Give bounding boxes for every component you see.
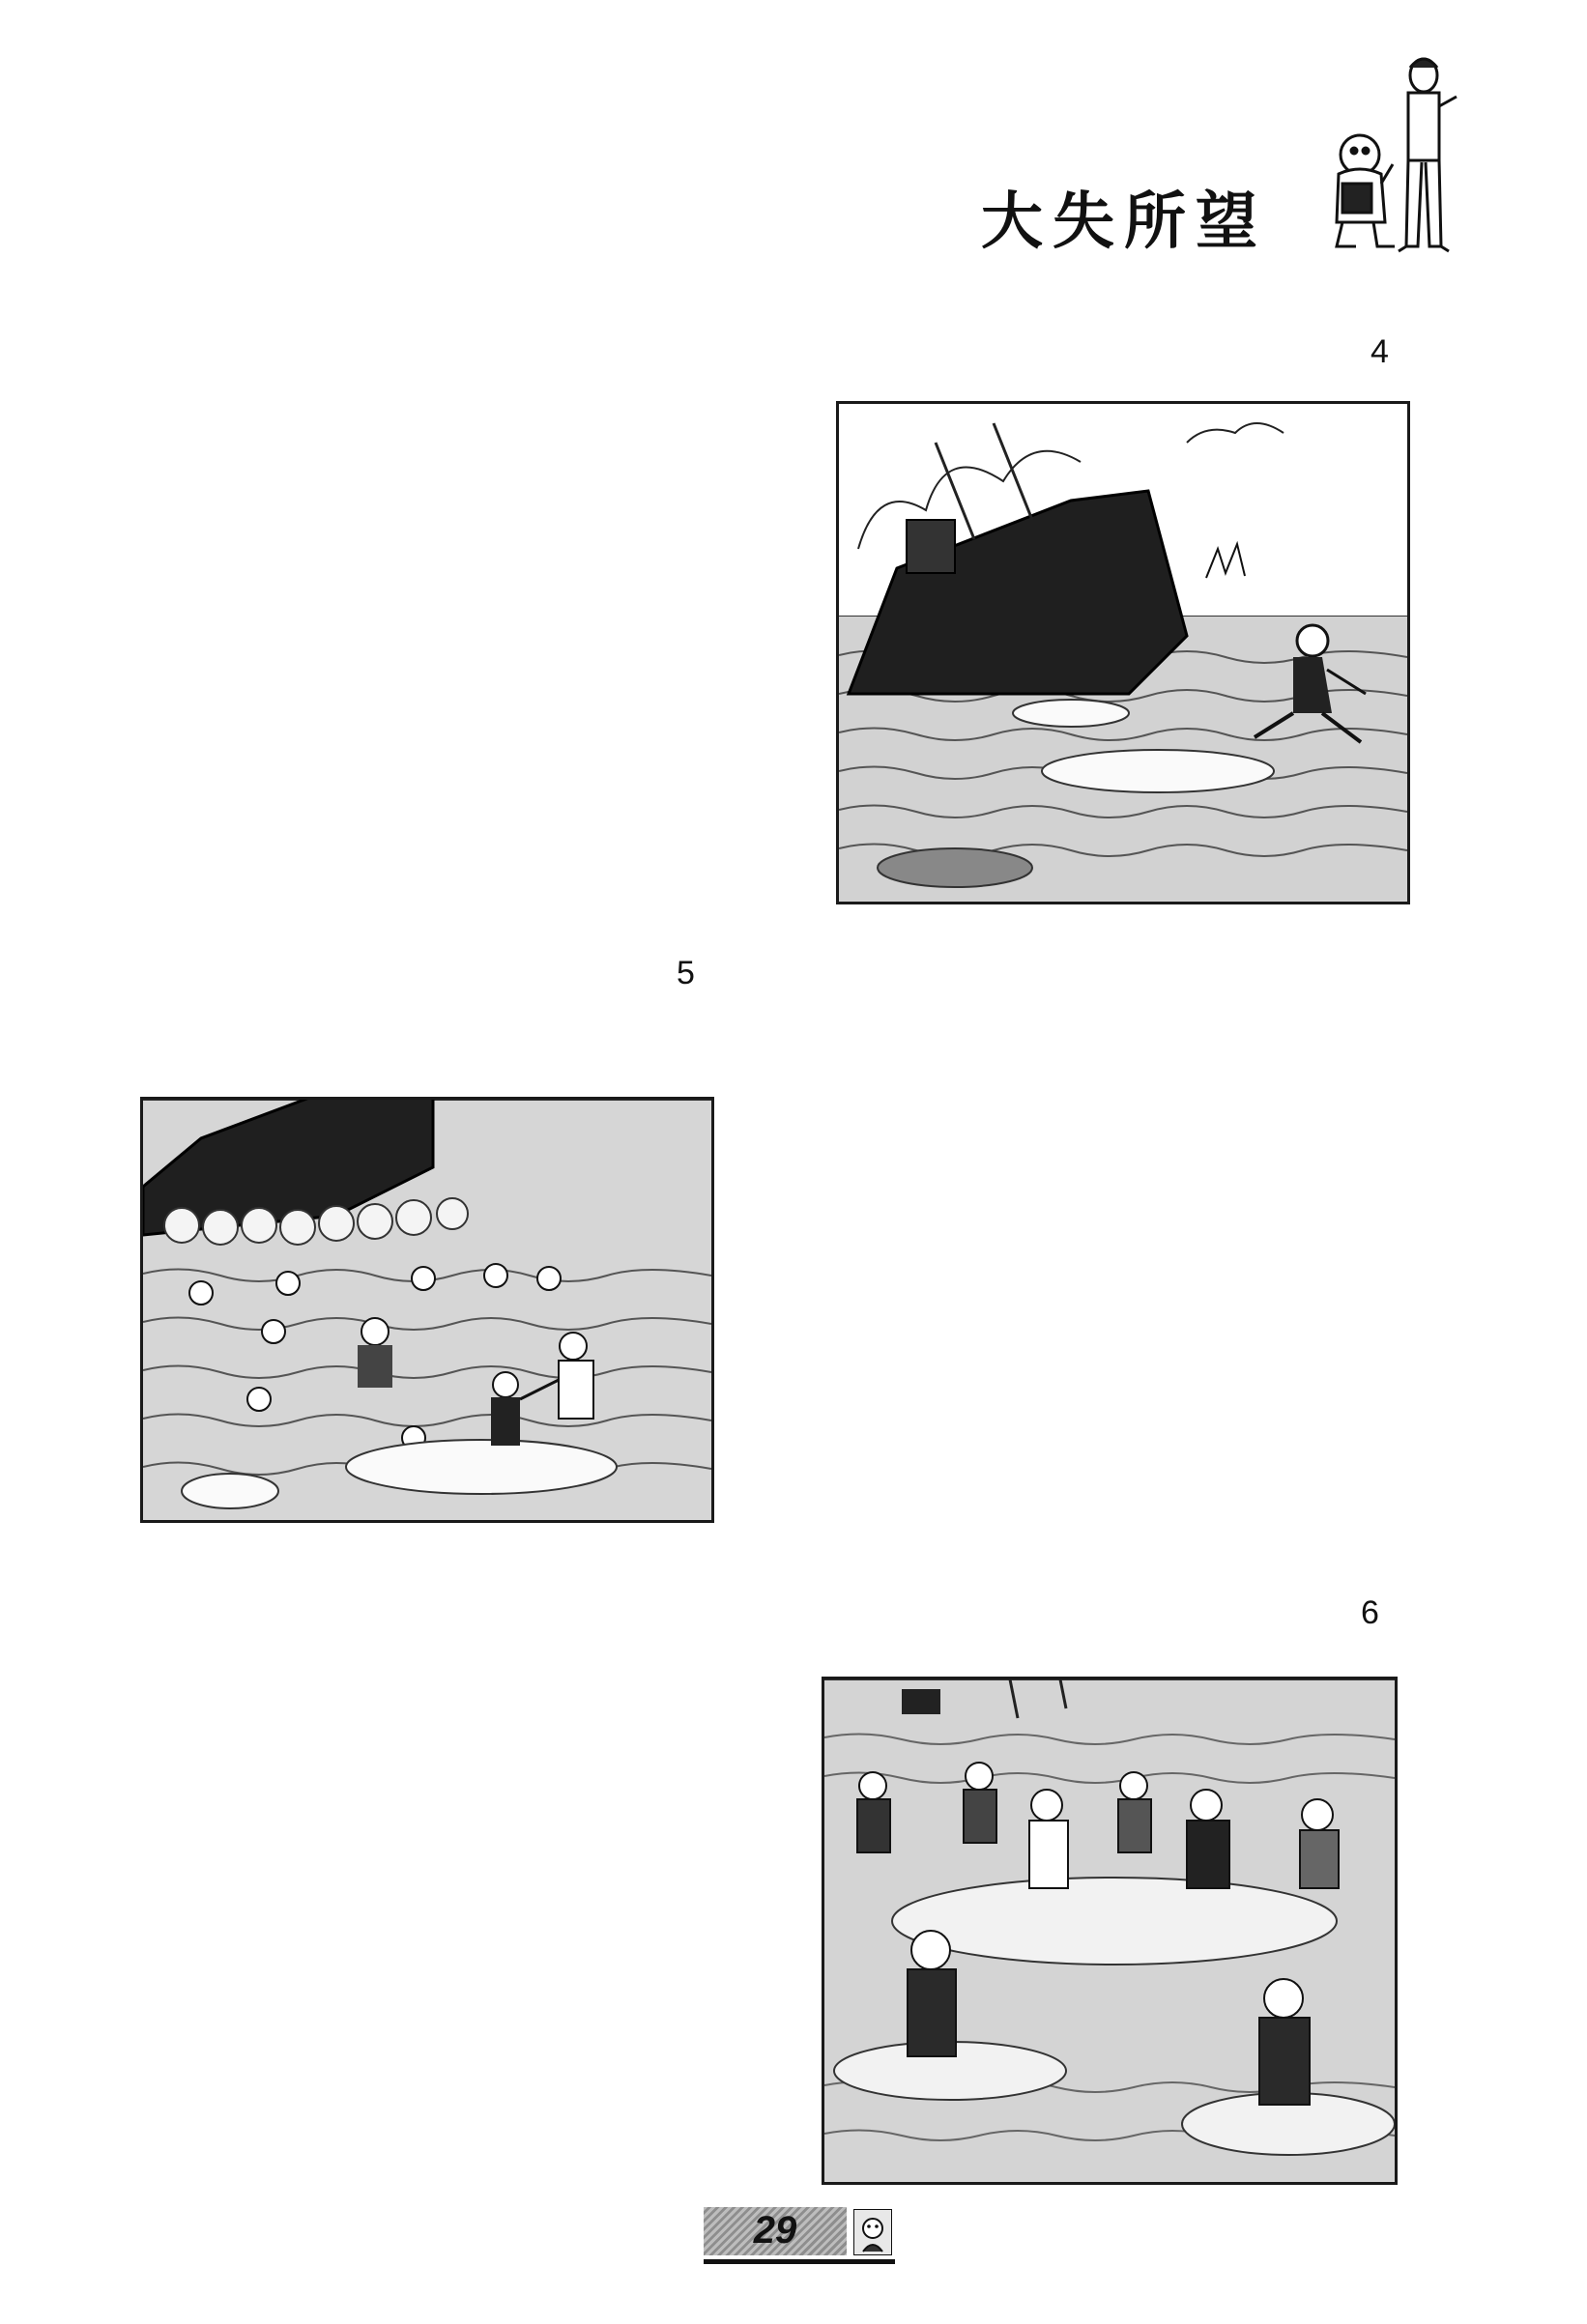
two-cartoon-men-icon bbox=[1310, 39, 1474, 261]
ship-sinking-illustration bbox=[143, 1100, 711, 1520]
comic-panel bbox=[822, 1677, 1398, 2185]
panel-number: 4 bbox=[1371, 333, 1389, 370]
panel-number: 5 bbox=[677, 955, 695, 991]
survivors-illustration bbox=[824, 1679, 1395, 2182]
comic-panel bbox=[836, 401, 1410, 904]
page-title: 大失所望 bbox=[981, 186, 1267, 258]
mascot-face-icon bbox=[853, 2209, 892, 2255]
ship-tilting-illustration bbox=[839, 404, 1407, 902]
page-number: 29 bbox=[753, 2209, 797, 2252]
panel-number: 6 bbox=[1361, 1594, 1379, 1631]
page-footer bbox=[704, 2203, 895, 2264]
comic-panel bbox=[140, 1097, 714, 1523]
